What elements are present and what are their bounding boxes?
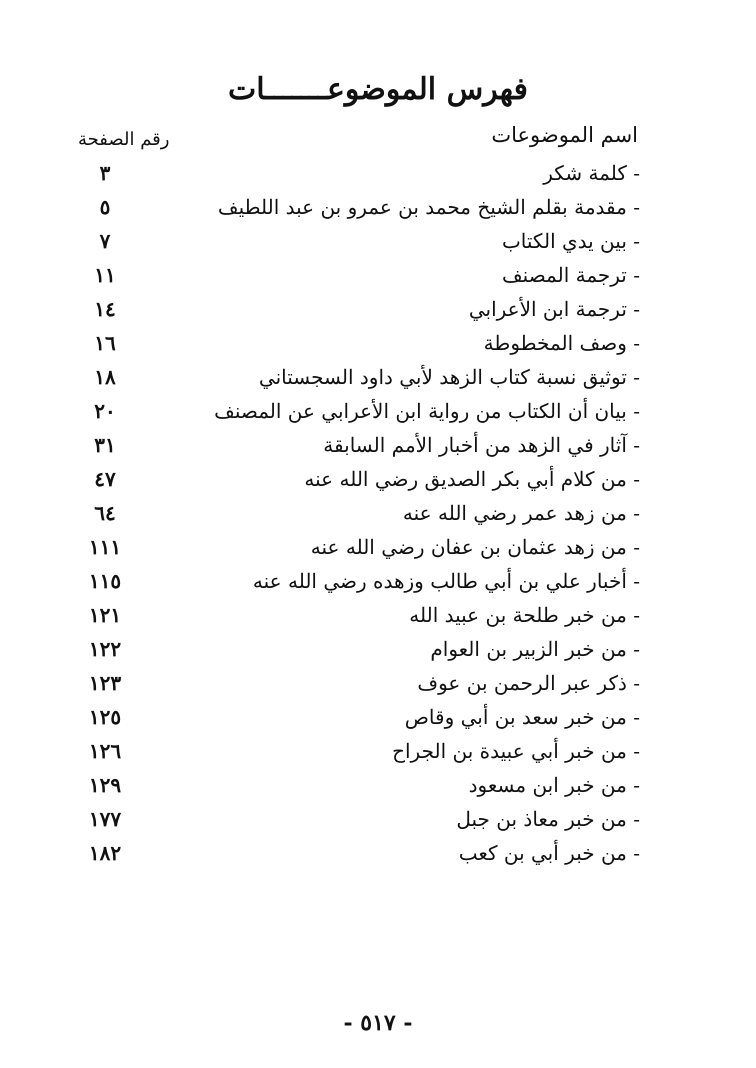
- toc-row: [0, 394, 756, 428]
- toc-row: [0, 224, 756, 258]
- toc-topic: - بين يدي الكتاب: [501, 229, 640, 253]
- toc-page-number: ١٨: [94, 365, 116, 389]
- toc-row: [0, 666, 756, 700]
- toc-topic: - من زهد عثمان بن عفان رضي الله عنه: [310, 535, 640, 559]
- toc-topic: - من خبر طلحة بن عبيد الله: [409, 603, 640, 627]
- toc-row: [0, 292, 756, 326]
- toc-topic: - من زهد عمر رضي الله عنه: [402, 501, 640, 525]
- toc-topic: - من خبر معاذ بن جبل: [456, 807, 640, 831]
- toc-row: [0, 258, 756, 292]
- toc-page-number: ١٤: [94, 297, 116, 321]
- toc-page-number: ١٦: [94, 331, 116, 355]
- toc-topic: - مقدمة بقلم الشيخ محمد بن عمرو بن عبد اللطيف: [217, 195, 640, 219]
- toc-topic: - ترجمة المصنف: [501, 263, 640, 287]
- table-of-contents: [0, 156, 756, 870]
- toc-row: [0, 802, 756, 836]
- toc-row: [0, 190, 756, 224]
- toc-page-number: ١٢٥: [88, 705, 122, 729]
- toc-row: [0, 700, 756, 734]
- page-title: فهرس الموضوعـــــــات: [228, 72, 528, 107]
- toc-topic: - من خبر أبي بن كعب: [458, 841, 640, 865]
- toc-page-number: ٤٧: [94, 467, 116, 491]
- toc-topic: - من كلام أبي بكر الصديق رضي الله عنه: [304, 467, 640, 491]
- toc-page-number: ٣١: [94, 433, 116, 457]
- toc-topic: - ذكر عبر الرحمن بن عوف: [417, 671, 640, 695]
- toc-page-number: ١٧٧: [88, 807, 122, 831]
- toc-topic: - من خبر ابن مسعود: [468, 773, 640, 797]
- toc-topic: - من خبر أبي عبيدة بن الجراح: [392, 739, 640, 763]
- toc-row: [0, 530, 756, 564]
- toc-header: [0, 120, 756, 156]
- toc-row: [0, 734, 756, 768]
- toc-page-number: ١١٥: [88, 569, 122, 593]
- toc-page-number: ١١: [94, 263, 116, 287]
- toc-row: [0, 428, 756, 462]
- topics-column-header: اسم الموضوعات: [491, 123, 638, 147]
- toc-page-number: ١٢١: [88, 603, 122, 627]
- toc-row: [0, 496, 756, 530]
- toc-page-number: ١٢٦: [88, 739, 122, 763]
- toc-topic: - بيان أن الكتاب من رواية ابن الأعرابي عن المصنف: [214, 399, 640, 423]
- toc-page-number: ١٢٩: [88, 773, 122, 797]
- toc-topic: - من خبر سعد بن أبي وقاص: [404, 705, 640, 729]
- toc-row: [0, 462, 756, 496]
- page-column-header: رقم الصفحة: [78, 129, 170, 150]
- toc-topic: - توثيق نسبة كتاب الزهد لأبي داود السجستاني: [258, 365, 640, 389]
- toc-topic: - كلمة شكر: [543, 161, 640, 185]
- toc-row: [0, 564, 756, 598]
- toc-page-number: ٢٠: [94, 399, 116, 423]
- toc-row: [0, 836, 756, 870]
- toc-page-number: ٣: [99, 161, 111, 185]
- toc-row: [0, 768, 756, 802]
- toc-page-number: ١١١: [88, 535, 122, 559]
- toc-page-number: ١٢٣: [88, 671, 122, 695]
- toc-topic: - من خبر الزبير بن العوام: [430, 637, 640, 661]
- page-number-footer: - ٥١٧ -: [343, 1010, 413, 1036]
- toc-page-number: ١٨٢: [88, 841, 122, 865]
- toc-page-number: ٧: [99, 229, 111, 253]
- toc-row: [0, 360, 756, 394]
- toc-page-number: ٥: [99, 195, 111, 219]
- toc-row: [0, 632, 756, 666]
- toc-page-number: ٦٤: [94, 501, 116, 525]
- toc-page-number: ١٢٢: [88, 637, 122, 661]
- toc-topic: - آثار في الزهد من أخبار الأمم السابقة: [323, 433, 640, 457]
- toc-row: [0, 156, 756, 190]
- toc-topic: - أخبار علي بن أبي طالب وزهده رضي الله عنه: [252, 569, 640, 593]
- toc-topic: - وصف المخطوطة: [483, 331, 640, 355]
- toc-row: [0, 326, 756, 360]
- toc-row: [0, 598, 756, 632]
- toc-topic: - ترجمة ابن الأعرابي: [468, 297, 640, 321]
